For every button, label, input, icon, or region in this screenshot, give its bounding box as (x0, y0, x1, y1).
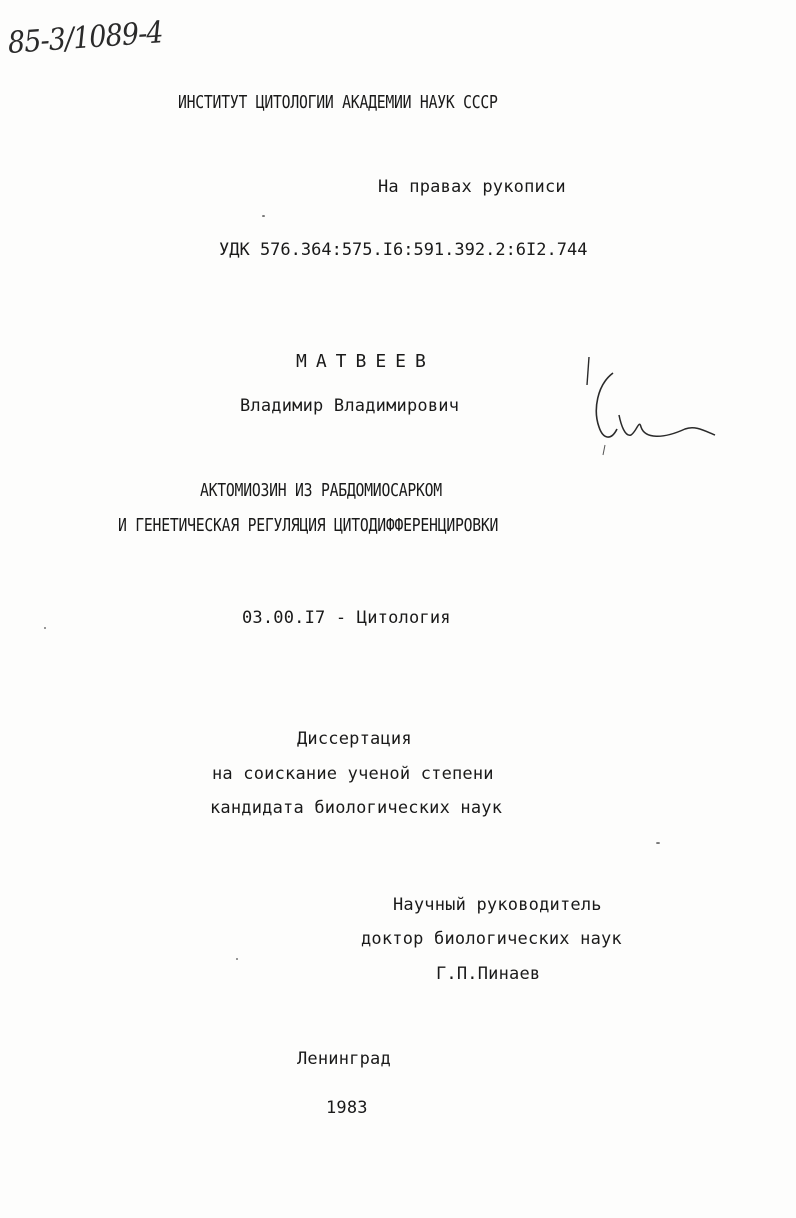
udc-code: УДК 576.364:575.I6:591.392.2:6I2.744 (219, 240, 588, 260)
degree-line-2: на соискание ученой степени (212, 764, 494, 784)
degree-line-3: кандидата биологических наук (210, 798, 503, 818)
paper-speck (656, 842, 660, 844)
supervisor-role: Научный руководитель (393, 895, 602, 915)
author-signature (575, 355, 725, 465)
dissertation-title-line-1: АКТОМИОЗИН ИЗ РАБДОМИОСАРКОМ (200, 480, 442, 501)
year: 1983 (326, 1098, 368, 1118)
supervisor-title: доктор биологических наук (361, 929, 622, 949)
manuscript-rights-note: На правах рукописи (378, 177, 566, 197)
paper-speck (236, 958, 238, 960)
degree-line-1: Диссертация (297, 729, 412, 749)
city: Ленинград (297, 1049, 391, 1069)
paper-speck (44, 627, 46, 629)
author-surname: МАТВЕЕВ (296, 351, 435, 372)
paper-speck (262, 215, 265, 217)
supervisor-name: Г.П.Пинаев (436, 964, 541, 984)
institute-name: ИНСТИТУТ ЦИТОЛОГИИ АКАДЕМИИ НАУК СССР (178, 92, 498, 113)
author-given-names: Владимир Владимирович (240, 396, 460, 416)
archive-mark-handwritten: 85-3/1089-4 (6, 15, 164, 61)
specialty-code: 03.00.I7 - Цитология (242, 608, 451, 628)
dissertation-title-line-2: И ГЕНЕТИЧЕСКАЯ РЕГУЛЯЦИЯ ЦИТОДИФФЕРЕНЦИРОВКИ (118, 515, 499, 536)
